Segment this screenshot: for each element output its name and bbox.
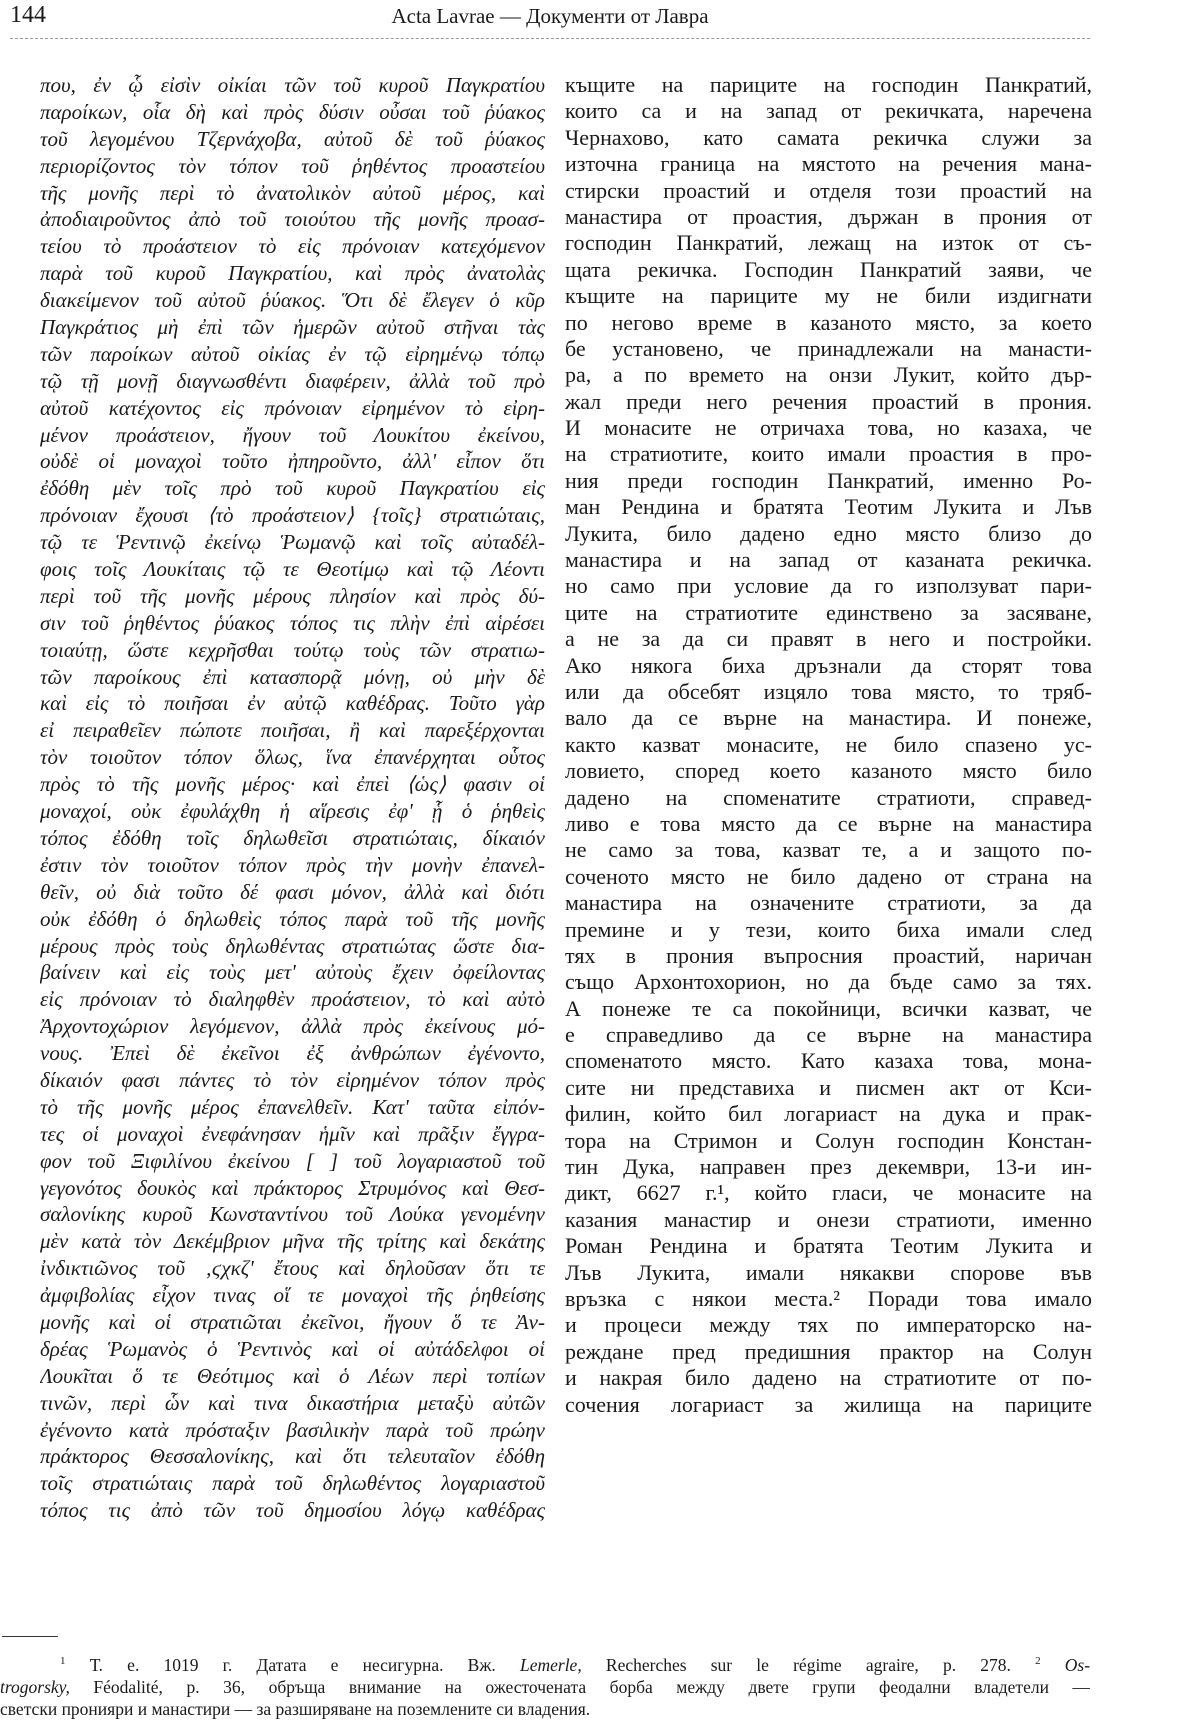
text-line: βαίνειν καὶ εἰς τοὺς μετ' αὐτοὺς ἔχειν ὀφείλοντας (40, 960, 545, 985)
text-line: тора на Стримон и Солун господин Констан- (565, 1127, 1092, 1153)
text-line: ния преди господин Панкратий, именно Ро- (565, 467, 1092, 493)
text-line: ἐγένοντο κατὰ πρόσταξιν βασιλικὴν παρὰ τοῦ πρώην (40, 1417, 545, 1442)
bulgarian-translation-column (565, 72, 1092, 1418)
text-line: τείου τὸ προάστειον τὸ εἰς πρόνοιαν κατεχόμενον (40, 234, 545, 259)
text-line: Λουκῖται ὅ τε Θεότιμος καὶ ὁ Λέων περὶ τοπίων (40, 1363, 545, 1388)
text-line: ловието, според което казаното място било (565, 758, 1092, 784)
text-line: αὐτοῦ κατέχοντος εἰς πρόνοιαν εἰρημένον τὸ εἰρη- (40, 395, 545, 420)
text-line: περιορίζοντος τὸν τόπον τοῦ ῥηθέντος προαστείου (40, 153, 545, 178)
text-line: οὐκ ἐδόθη ὁ δηλωθεὶς τόπος παρὰ τοῦ τῆς μονῆς (40, 906, 545, 931)
text-line: Лукита, било дадено едно място близо до (565, 520, 1092, 546)
text-line: εἰς πρόνοιαν τὸ διαληφθὲν προάστειον, τὸ καὶ αὐτὸ (40, 987, 545, 1012)
text-line: ἀποδιαιροῦντος ἀπὸ τοῦ τοιούτου τῆς μονῆς προασ- (40, 207, 545, 232)
text-line: жал преди него речения проастий в прония. (565, 388, 1092, 414)
text-line: също Архонтохорион, но да бъде само за тях. (565, 969, 1092, 995)
text-line: μὲν κατὰ τὸν Δεκέμβριον μῆνα τῆς τρίτης καὶ δεκάτης (40, 1229, 545, 1254)
text-line: премине и у тези, които биха имали след (565, 916, 1092, 942)
footnote-1-mark: 1 (60, 1655, 66, 1667)
text-line: Лъв Лукита, имали някакви спорове във (565, 1259, 1092, 1285)
text-line: τῷ τῇ μονῇ διαγνωσθέντι διαφέρειν, ἀλλὰ τοῦ πρὸ (40, 368, 545, 393)
text-line: πρόνοιαν ἔχουσι ⟨τὸ προάστειον⟩ {τοῖς} στρατιώταις, (40, 503, 545, 528)
text-line: Роман Рендина и братята Теотим Лукита и (565, 1233, 1092, 1259)
page-number: 144 (10, 2, 46, 28)
text-line: господин Панкратий, лежащ на изток от съ- (565, 230, 1092, 256)
text-line: не само за това, казват те, а и защото по- (565, 837, 1092, 863)
text-line: μέρους πρὸς τοὺς δηλωθέντας στρατιώτας ὥστε δια- (40, 933, 545, 958)
footnote-rule (2, 1636, 58, 1637)
text-line: παρὰ τοῦ κυροῦ Παγκρατίου, καὶ πρὸς ἀνατολὰς (40, 261, 545, 286)
text-line: източна граница на мястото на речения мана- (565, 151, 1092, 177)
text-line: νους. Ἐπεὶ δὲ ἐκεῖνοι ἐξ ἀνθρώπων ἐγένοντο, (40, 1041, 545, 1066)
text-line: τες οἱ μοναχοὶ ἐνεφάνησαν ἡμῖν καὶ πρᾶξιν ἔγγρα- (40, 1121, 545, 1146)
text-line: τῆς μονῆς περὶ τὸ ἀνατολικὸν αὐτοῦ μέρος, καὶ (40, 180, 545, 205)
text-line: вало да се върне на манастира. И понеже, (565, 705, 1092, 731)
text-line: стирски проастий и отделя този проастий на (565, 177, 1092, 203)
text-line: по негово време в казаното място, за което (565, 309, 1092, 335)
text-line: καὶ εἰς τὸ ποιῆσαι ἐν αὐτῷ καθέδρας. Τοῦτο γὰρ (40, 691, 545, 716)
footnote-2-author: Os- (1064, 1654, 1091, 1675)
text-line: и накрая било дадено на стратиотите от по- (565, 1365, 1092, 1391)
text-line: τόπος ἐδόθη τοῖς δηλωθεῖσι στρατιώταις, δίκαιόν (40, 825, 545, 850)
running-title: Acta Lavrae — Документи от Лавра (391, 4, 709, 28)
text-line: μονῆς καὶ οἱ στρατιῶται ἐκεῖνοι, ἤγουν ὅ τε Ἀν- (40, 1309, 545, 1334)
text-line: реждане пред предишния практор на Солун (565, 1338, 1092, 1364)
greek-text-column (40, 72, 545, 1524)
text-line: манастира на означените стратиоти, за да (565, 890, 1092, 916)
text-line: соченото място не било дадено от страна на (565, 863, 1092, 889)
text-line: τὸ τῆς μονῆς μέρος ἐπανελθεῖν. Κατ' ταῦτα εἰπόν- (40, 1094, 545, 1119)
text-line: И монасите не отричаха това, но казаха, че (565, 415, 1092, 441)
text-line: къщите на париците му не били издигнати (565, 283, 1092, 309)
text-line: τοιαύτῃ, ὥστε κεχρῆσθαι τούτῳ τοὺς τῶν στρατιω- (40, 637, 545, 662)
text-line: δίκαιόν φασι πάντες τὸ τὸν εἰρημένον τόπον πρὸς (40, 1067, 545, 1092)
text-line: но само при условие да го използуват пари- (565, 573, 1092, 599)
footnote-2-author-cont: trogorsky, (0, 1676, 70, 1697)
text-line: διακείμενον τοῦ αὐτοῦ ῥύακος. Ὅτι δὲ ἔλεγεν ὁ κῦρ (40, 288, 545, 313)
text-line: манастира от проастия, държан в прония от (565, 203, 1092, 229)
text-line: τοῖς στρατιώταις παρὰ τοῦ δηλωθέντος λογαριαστοῦ (40, 1471, 545, 1496)
text-line: ците на стратиотите единствено за засяване, (565, 599, 1092, 625)
text-line: φον τοῦ Ξιφιλίνου ἐκείνου [ ] τοῦ λογαριαστοῦ τοῦ (40, 1148, 545, 1173)
text-line: ἀμφιβολίας εἶχον τινας οἵ τε μοναχοὶ τῆς ῥηθείσης (40, 1283, 545, 1308)
footnote-line (0, 1650, 1090, 1676)
text-line: θεῖν, οὐ διὰ τοῦτο δέ φασι μόνον, ἀλλὰ καὶ διότι (40, 879, 545, 904)
text-line: тях в прония въпросния проастий, наричан (565, 942, 1092, 968)
footnote-line (0, 1698, 1090, 1720)
text-line: τὸν τοιοῦτον τόπον ὅλως, ἵνα ἐπανέρχηται οὗτος (40, 745, 545, 770)
text-line: манастира и на запад от казаната рекичка. (565, 547, 1092, 573)
text-line: που, ἐν ᾧ εἰσὶν οἰκίαι τῶν τοῦ κυροῦ Παγκρατίου (40, 73, 545, 97)
text-line: τῶν παροίκους ἐπὶ κατασπορᾷ μόνῃ, οὐ μὴν δὲ (40, 664, 545, 689)
text-line: щата рекичка. Господин Панкратий заяви, че (565, 256, 1092, 282)
header-rule (10, 38, 1090, 39)
text-line: тин Дука, направен през декември, 13-и ин- (565, 1154, 1092, 1180)
text-line: филин, който бил логариаст на дука и прак- (565, 1101, 1092, 1127)
text-line: е справедливо да се върне на манастира (565, 1022, 1092, 1048)
text-line: които са и на запад от рекичката, наречена (565, 98, 1092, 124)
text-line: и процеси между тях по императорско на- (565, 1312, 1092, 1338)
text-line: бе установено, че принадлежали на манасти- (565, 335, 1092, 361)
text-line: παροίκων, οἷα δὴ καὶ πρὸς δύσιν οὖσαι τοῦ ῥύακος (40, 99, 545, 124)
text-line: εἰ πειραθεῖεν πώποτε ποιῆσαι, ἢ καὶ παρεξέρχονται (40, 718, 545, 743)
text-line: πράκτορος Θεσσαλονίκης, καὶ ὅτι τελευταῖον ἐδόθη (40, 1444, 545, 1469)
text-line: казания манастир и онези стратиоти, именно (565, 1206, 1092, 1232)
text-line: както казват монасите, не било спазено ус- (565, 731, 1092, 757)
footnote-2-mark: 2 (1035, 1655, 1041, 1667)
text-line: μένον προάστειον, ἤγουν τοῦ Λουκίτου ἐκείνου, (40, 422, 545, 447)
text-line: дикт, 6627 г.¹, който гласи, че монасите на (565, 1180, 1092, 1206)
text-line: ливо е това място да се върне на манастира (565, 810, 1092, 836)
text-line: δρέας Ῥωμανὸς ὁ Ῥεντινὸς καὶ οἱ αὐτάδελφοι οἱ (40, 1336, 545, 1361)
footnote-2-text: Féodalité, p. 36, обръща внимание на ожесточената борба между двете групи феодални владетели — (93, 1676, 1091, 1697)
text-line: къщите на париците на господин Панкратий, (565, 72, 1092, 97)
text-line: περὶ τοῦ τῆς μονῆς μέρους πλησίον καὶ πρὸς δύ- (40, 583, 545, 608)
text-line: Παγκράτιος μὴ ἐπὶ τῶν ἡμερῶν αὐτοῦ στῆναι τὰς (40, 315, 545, 340)
footnote-1-citation: Recherches sur le régime agraire, p. 278. (605, 1654, 1011, 1675)
text-line: τῷ τε Ῥεντινῷ ἐκείνῳ Ῥωμανῷ καὶ τοῖς αὐταδέλ- (40, 530, 545, 555)
text-line: дадено на споменатите стратиоти, справед- (565, 784, 1092, 810)
text-line: τόπος τις ἀπὸ τῶν τοῦ δημοσίου λόγῳ καθέδρας (40, 1498, 545, 1523)
text-line: споменатото място. Като казаха това, мона- (565, 1048, 1092, 1074)
text-line: ман Рендина и братята Теотим Лукита и Лъв (565, 494, 1092, 520)
text-line: τινῶν, περὶ ὧν καὶ τινα δικαστήρια μεταξὺ αὐτῶν (40, 1390, 545, 1415)
footnote-2-text-cont: светски пронияри и манастири — за разширяване на поземлените си владения. (0, 1698, 591, 1719)
text-line: на стратиотите, които имали проастия в про- (565, 441, 1092, 467)
text-line: σαλονίκης κυροῦ Κωνσταντίνου τοῦ Λούκα γενομένην (40, 1202, 545, 1227)
text-line: Ἀρχοντοχώριον λεγόμενον, ἀλλὰ πρὸς ἐκείνους μό- (40, 1014, 545, 1039)
text-line: или да обсебят изцяло това място, то тряб- (565, 678, 1092, 704)
text-line: Ако някога биха дръзнали да сторят това (565, 652, 1092, 678)
text-line: ἐστιν τὸν τοιοῦτον τόπον πρὸς τὴν μονὴν ἐπανελ- (40, 852, 545, 877)
text-line: връзка с някои места.² Поради това имало (565, 1285, 1092, 1311)
text-line: οὐδὲ οἱ μοναχοὶ τοῦτο ἠπηροῦντο, ἀλλ' εἶπον ὅτι (40, 449, 545, 474)
text-line: φοις τοῖς Λουκίταις τῷ τε Θεοτίμῳ καὶ τῷ Λέοντι (40, 557, 545, 582)
text-line: А понеже те са покойници, всички казват, че (565, 995, 1092, 1021)
footnote-1-text: Т. е. 1019 г. Датата е несигурна. Вж. (89, 1654, 496, 1675)
text-line: ἰνδικτιῶνος τοῦ ‚ϛχκζ' ἔτους καὶ δηλοῦσαν ὅτι τε (40, 1256, 545, 1281)
text-line: сочения логариаст за жилища на париците (565, 1391, 1092, 1417)
text-line: σιν τοῦ ῥηθέντος ῥύακος τόπος τις πλὴν ἐπὶ αἱρέσει (40, 610, 545, 635)
text-line: ра, а по времето на онзи Лукит, който дър- (565, 362, 1092, 388)
text-line: πρὸς τὸ τῆς μονῆς μέρος· καὶ ἐπεὶ ⟨ὡς⟩ φασιν οἱ (40, 772, 545, 797)
text-line: сите ни представиха и писмен акт от Кси- (565, 1074, 1092, 1100)
text-line: Чернахово, като самата рекичка служи за (565, 124, 1092, 150)
text-line: а не за да си правят в него и постройки. (565, 626, 1092, 652)
text-line: ἐδόθη μὲν τοῖς πρὸ τοῦ κυροῦ Παγκρατίου εἰς (40, 476, 545, 501)
text-line: τοῦ λεγομένου Τζερνάχοβα, αὐτοῦ δὲ τοῦ ῥύακος (40, 126, 545, 151)
text-line: τῶν παροίκων αὐτοῦ οἰκίας ἐν τῷ εἰρημένῳ τόπῳ (40, 341, 545, 366)
text-line: μοναχοί, οὐκ ἐφυλάχθη ἡ αἵρεσις ἐφ' ᾗ ὁ ῥηθεὶς (40, 799, 545, 824)
footnote-1-author: Lemerle, (519, 1654, 582, 1675)
text-line: γεγονότος δουκὸς καὶ πράκτορος Στρυμόνος καὶ Θεσ- (40, 1175, 545, 1200)
footnotes (0, 1650, 1090, 1720)
footnote-line (0, 1676, 1090, 1698)
